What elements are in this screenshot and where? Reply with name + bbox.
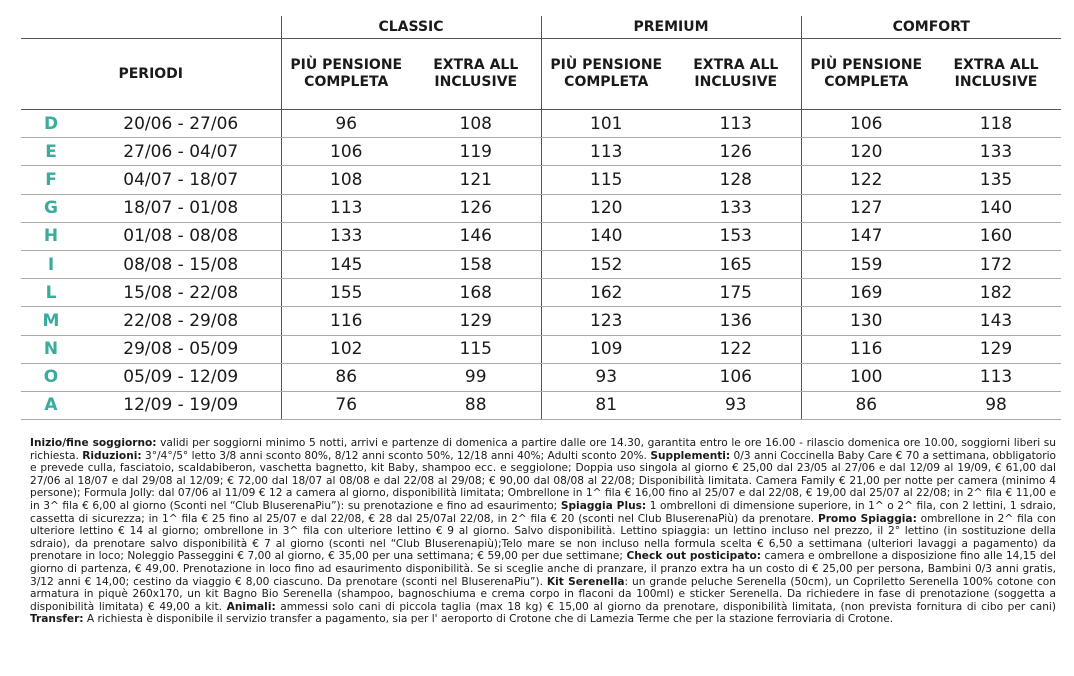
table-row xyxy=(21,250,1061,278)
period-letter: I xyxy=(21,250,81,278)
sub-header-line: EXTRA ALL xyxy=(433,57,519,73)
price-cell: 127 xyxy=(801,194,931,222)
table-body xyxy=(21,110,1061,420)
group-header-row xyxy=(21,16,1061,39)
price-cell: 86 xyxy=(281,363,411,391)
note-heading: Spiaggia Plus: xyxy=(560,499,647,512)
price-cell: 140 xyxy=(931,194,1061,222)
note-text: 3°/4°/5° letto 3/8 anni sconto 80%, 8/12 anni sconto 50%, 12/18 anni 40%; Adulti sconto 20%. xyxy=(141,449,651,462)
table-header xyxy=(21,16,1061,110)
period-dates: 15/08 - 22/08 xyxy=(81,279,281,307)
period-letter: A xyxy=(21,391,81,419)
sub-header-pensione-completa xyxy=(801,39,931,110)
period-letter: H xyxy=(21,222,81,250)
price-cell: 126 xyxy=(671,138,801,166)
note-text: : un grande peluche Serenella (50cm), un Copriletto Serenella 100% cotone con armatura in piquè 260x170, un kit Bagno Bio Serenella (shampoo, bagnoschiuma e crema corpo in flaconi da 100ml) e sticker Serenella. Da richiedere in fase di prenotazione (soggetta a disponibilità limitata) € 49,00 a kit. xyxy=(30,575,1056,613)
sub-header-line: INCLUSIVE xyxy=(954,74,1038,90)
price-cell: 169 xyxy=(801,279,931,307)
sub-header-extra-all-inclusive xyxy=(671,39,801,110)
table-row xyxy=(21,335,1061,363)
price-cell: 93 xyxy=(541,363,671,391)
price-cell: 121 xyxy=(411,166,541,194)
note-heading: Riduzioni: xyxy=(82,449,142,462)
price-cell: 118 xyxy=(931,110,1061,138)
period-dates: 29/08 - 05/09 xyxy=(81,335,281,363)
note-heading: Supplementi: xyxy=(650,449,731,462)
price-cell: 102 xyxy=(281,335,411,363)
price-cell: 175 xyxy=(671,279,801,307)
periodi-header: PERIODI xyxy=(21,39,281,110)
sub-header-line: EXTRA ALL xyxy=(953,57,1039,73)
price-table-container xyxy=(21,16,1060,420)
price-cell: 162 xyxy=(541,279,671,307)
note-heading: Inizio/fine soggiorno: xyxy=(30,437,157,449)
note-text: 1 ombrelloni di dimensione superiore, in 1^ o 2^ fila, con 2 lettini, 1 sdraio, cassetta di sicurezza; in 1^ fila € 25 fino al 25/07 e dal 22/08, € 28 dal 25/07al 22/08, in 2^ fila € 20 (sconti nel Club BluserenaPiù) da prenotare. xyxy=(30,499,1057,525)
period-letter: D xyxy=(21,110,81,138)
price-cell: 128 xyxy=(671,166,801,194)
table-row xyxy=(21,363,1061,391)
price-cell: 88 xyxy=(411,391,541,419)
period-letter: O xyxy=(21,363,81,391)
price-cell: 172 xyxy=(931,250,1061,278)
period-dates: 08/08 - 15/08 xyxy=(81,250,281,278)
period-letter: N xyxy=(21,335,81,363)
price-cell: 106 xyxy=(671,363,801,391)
price-cell: 153 xyxy=(671,222,801,250)
price-cell: 113 xyxy=(671,110,801,138)
price-cell: 155 xyxy=(281,279,411,307)
price-cell: 182 xyxy=(931,279,1061,307)
sub-header-line: PIÙ PENSIONE xyxy=(290,57,403,73)
price-cell: 123 xyxy=(541,307,671,335)
price-cell: 98 xyxy=(931,391,1061,419)
price-cell: 145 xyxy=(281,250,411,278)
price-cell: 136 xyxy=(671,307,801,335)
price-cell: 159 xyxy=(801,250,931,278)
price-cell: 86 xyxy=(801,391,931,419)
price-cell: 93 xyxy=(671,391,801,419)
sub-header-extra-all-inclusive xyxy=(931,39,1061,110)
period-letter: M xyxy=(21,307,81,335)
sub-header-line: INCLUSIVE xyxy=(694,74,778,90)
sub-header-line: INCLUSIVE xyxy=(434,74,518,90)
price-cell: 158 xyxy=(411,250,541,278)
empty-corner-cell xyxy=(21,16,281,39)
price-cell: 115 xyxy=(541,166,671,194)
price-table xyxy=(21,16,1061,420)
sub-header-line: EXTRA ALL xyxy=(693,57,779,73)
period-dates: 22/08 - 29/08 xyxy=(81,307,281,335)
price-cell: 165 xyxy=(671,250,801,278)
period-dates: 12/09 - 19/09 xyxy=(81,391,281,419)
price-cell: 100 xyxy=(801,363,931,391)
sub-header-pensione-completa xyxy=(281,39,411,110)
price-cell: 133 xyxy=(281,222,411,250)
note-text: 0/3 anni Coccinella Baby Care € 70 a settimana, obbligatorio e prevede culla, fasciatoio, scaldabiberon, vaschetta bagnetto, kit Baby, shampoo ecc. e seggiolone; Doppia uso singola al giorno € 25,00 dal 23/05 al 27/06 e dal 12/09 al 19/09, € 61,00 dal 27/06 al 18/07 e dal 29/08 al 12/09; € 72,00 dal 18/07 al 08/08 e dal 22/08 al 29/08; € 90,00 dal 08/08 al 22/08; Disponibilità limitata. Camera Family € 21,00 per notte per camera (minimo 4 persone); Formula Jolly: dal 07/06 al 11/09 € 12 a camera al giorno, disponibilità limitata; Ombrellone in 1^ fila € 16,00 fino al 25/07 e dal 22/08, € 19,00 dal 25/07 al 22/08; in 2^ fila € 11,00 e in 3^ fila € 6,00 al giorno (Sconti nel “Club BluserenaPiu”): su prenotazione e fino ad esaurimento; xyxy=(30,449,1056,512)
price-cell: 109 xyxy=(541,335,671,363)
price-cell: 81 xyxy=(541,391,671,419)
price-cell: 130 xyxy=(801,307,931,335)
note-heading: Kit Serenella xyxy=(546,575,625,588)
price-cell: 108 xyxy=(411,110,541,138)
sub-header-extra-all-inclusive xyxy=(411,39,541,110)
table-row xyxy=(21,194,1061,222)
price-cell: 143 xyxy=(931,307,1061,335)
price-cell: 120 xyxy=(801,138,931,166)
price-cell: 116 xyxy=(281,307,411,335)
price-cell: 126 xyxy=(411,194,541,222)
price-cell: 76 xyxy=(281,391,411,419)
table-row xyxy=(21,307,1061,335)
note-heading: Promo Spiaggia: xyxy=(817,512,917,525)
price-cell: 96 xyxy=(281,110,411,138)
note-heading: Check out posticipato: xyxy=(626,550,761,563)
price-cell: 129 xyxy=(931,335,1061,363)
price-cell: 113 xyxy=(281,194,411,222)
price-cell: 122 xyxy=(671,335,801,363)
sub-header-row xyxy=(21,39,1061,110)
price-cell: 113 xyxy=(541,138,671,166)
price-cell: 146 xyxy=(411,222,541,250)
period-letter: E xyxy=(21,138,81,166)
sub-header-line: PIÙ PENSIONE xyxy=(810,57,923,73)
price-cell: 101 xyxy=(541,110,671,138)
price-cell: 133 xyxy=(931,138,1061,166)
sub-header-line: COMPLETA xyxy=(564,74,649,90)
price-cell: 120 xyxy=(541,194,671,222)
note-heading: Transfer: xyxy=(30,613,84,626)
price-cell: 113 xyxy=(931,363,1061,391)
table-row xyxy=(21,110,1061,138)
price-cell: 115 xyxy=(411,335,541,363)
note-text: A richiesta è disponibile il servizio transfer a pagamento, sia per l' aeroporto di Crotone che di Lamezia Terme che per la stazione ferroviaria di Crotone. xyxy=(83,613,894,626)
price-cell: 106 xyxy=(801,110,931,138)
period-letter: G xyxy=(21,194,81,222)
price-cell: 129 xyxy=(411,307,541,335)
note-text: validi per soggiorni minimo 5 notti, arrivi e partenze di domenica a partire dalle ore 14.30, garantita entro le ore 16.00 - rilascio domenica ore 10.00, soggiorni liberi su richiesta. xyxy=(30,437,1056,462)
sub-header-line: COMPLETA xyxy=(304,74,389,90)
note-text: ammessi solo cani di piccola taglia (max 18 kg) € 15,00 al giorno da prenotare, disponibilità limitata, (non prevista fornitura di cibo per cani) xyxy=(275,600,1056,613)
price-cell: 168 xyxy=(411,279,541,307)
period-dates: 05/09 - 12/09 xyxy=(81,363,281,391)
table-row xyxy=(21,279,1061,307)
price-cell: 140 xyxy=(541,222,671,250)
period-dates: 27/06 - 04/07 xyxy=(81,138,281,166)
price-cell: 106 xyxy=(281,138,411,166)
group-header-classic: CLASSIC xyxy=(281,16,541,39)
sub-header-line: PIÙ PENSIONE xyxy=(550,57,663,73)
sub-header-line: COMPLETA xyxy=(824,74,909,90)
price-cell: 119 xyxy=(411,138,541,166)
note-text: ombrellone in 2^ fila con ulteriore lettino € 14 al giorno; ombrellone in 3^ fila con ulteriore lettino € 9 al giorno. Salvo disponibilità. Lettino spiaggia: un lettino incluso nel prezzo, il 2° lettino (in sostituzione della sdraio), da prenotare salvo disponibilità € 7 al giorno (sconti nel “Club Bluserenapiù);Telo mare se non incluso nella formula scelta € 6,50 a settimana (ulteriori lavaggi a pagamento) da prenotare in loco; Noleggio Passeggini € 7,00 al giorno, € 35,00 per una settimana; € 59,00 per due settimane; xyxy=(30,512,1056,563)
price-cell: 116 xyxy=(801,335,931,363)
price-cell: 135 xyxy=(931,166,1061,194)
group-header-comfort: COMFORT xyxy=(801,16,1061,39)
terms-notes xyxy=(30,437,1056,626)
price-cell: 160 xyxy=(931,222,1061,250)
price-cell: 99 xyxy=(411,363,541,391)
sub-header-pensione-completa xyxy=(541,39,671,110)
table-row xyxy=(21,166,1061,194)
group-header-premium: PREMIUM xyxy=(541,16,801,39)
price-cell: 147 xyxy=(801,222,931,250)
price-cell: 133 xyxy=(671,194,801,222)
table-row xyxy=(21,222,1061,250)
table-row xyxy=(21,138,1061,166)
price-cell: 108 xyxy=(281,166,411,194)
period-dates: 18/07 - 01/08 xyxy=(81,194,281,222)
period-letter: F xyxy=(21,166,81,194)
period-letter: L xyxy=(21,279,81,307)
period-dates: 20/06 - 27/06 xyxy=(81,110,281,138)
note-text: camera e ombrellone a disposizione fino alle 14,15 del giorno di partenza, € 49,00. Prenotazione in loco fino ad esaurimento disponibilità. Se si sceglie anche di pranzare, il pranzo extra ha un costo di € 25,00 per persona, Bambini 0/3 anni gratis, 3/12 anni € 14,00; cestino da viaggio € 8,00 ciascuno. Da prenotare (sconti nel BluserenaPiu”). xyxy=(30,550,1056,588)
note-heading: Animali: xyxy=(226,600,276,613)
price-cell: 122 xyxy=(801,166,931,194)
period-dates: 04/07 - 18/07 xyxy=(81,166,281,194)
table-row xyxy=(21,391,1061,419)
period-dates: 01/08 - 08/08 xyxy=(81,222,281,250)
price-cell: 152 xyxy=(541,250,671,278)
